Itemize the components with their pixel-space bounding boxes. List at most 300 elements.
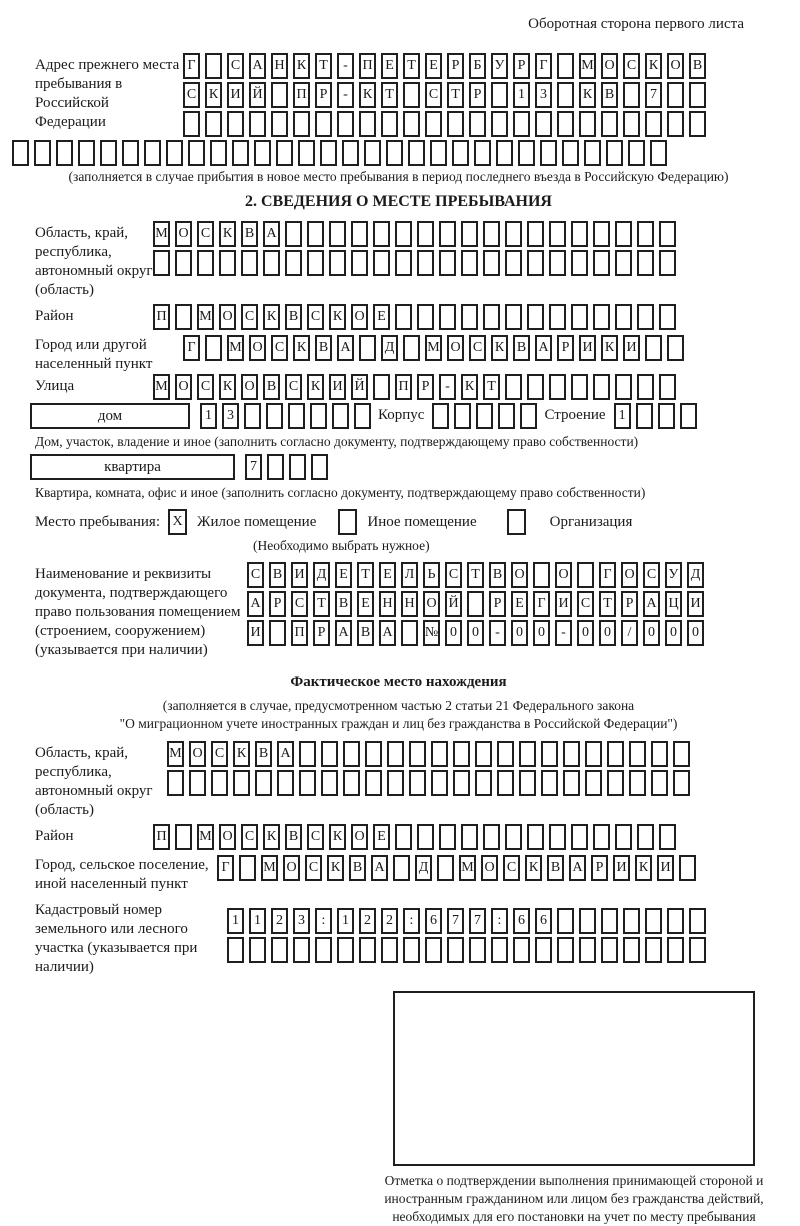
char-cell[interactable]	[381, 937, 398, 963]
char-cell[interactable]	[475, 770, 492, 796]
char-cell[interactable]	[307, 221, 324, 247]
char-cell[interactable]	[298, 140, 315, 166]
char-cell[interactable]	[579, 908, 596, 934]
char-cell[interactable]: -	[337, 82, 354, 108]
char-cell[interactable]	[321, 741, 338, 767]
char-cell[interactable]: Т	[315, 53, 332, 79]
char-cell[interactable]: О	[351, 824, 368, 850]
char-cell[interactable]	[667, 937, 684, 963]
char-cell[interactable]: А	[371, 855, 388, 881]
char-cell[interactable]: К	[579, 82, 596, 108]
char-cell[interactable]	[175, 304, 192, 330]
char-cell[interactable]	[549, 304, 566, 330]
char-cell[interactable]: 6	[425, 908, 442, 934]
char-cell[interactable]	[491, 82, 508, 108]
char-cell[interactable]: :	[403, 908, 420, 934]
char-cell[interactable]: Й	[249, 82, 266, 108]
char-cell[interactable]	[437, 855, 454, 881]
char-cell[interactable]	[373, 250, 390, 276]
char-cell[interactable]	[497, 770, 514, 796]
char-cell[interactable]: О	[423, 591, 440, 617]
char-cell[interactable]: М	[459, 855, 476, 881]
char-cell[interactable]: Е	[381, 53, 398, 79]
char-cell[interactable]	[505, 824, 522, 850]
char-cell[interactable]	[601, 111, 618, 137]
char-cell[interactable]	[453, 741, 470, 767]
char-cell[interactable]: 0	[687, 620, 704, 646]
char-cell[interactable]	[144, 140, 161, 166]
char-cell[interactable]: П	[153, 304, 170, 330]
char-cell[interactable]: С	[247, 562, 264, 588]
char-cell[interactable]	[549, 221, 566, 247]
house-type-box[interactable]: дом	[30, 403, 190, 429]
char-cell[interactable]: К	[491, 335, 508, 361]
char-cell[interactable]	[447, 111, 464, 137]
char-cell[interactable]: О	[283, 855, 300, 881]
char-cell[interactable]: Д	[415, 855, 432, 881]
char-cell[interactable]	[210, 140, 227, 166]
char-cell[interactable]	[577, 562, 594, 588]
char-cell[interactable]: О	[447, 335, 464, 361]
char-cell[interactable]	[78, 140, 95, 166]
char-cell[interactable]	[659, 824, 676, 850]
char-cell[interactable]	[395, 824, 412, 850]
char-cell[interactable]	[659, 304, 676, 330]
char-cell[interactable]: М	[153, 374, 170, 400]
char-cell[interactable]: К	[307, 374, 324, 400]
char-cell[interactable]	[373, 221, 390, 247]
char-cell[interactable]: М	[579, 53, 596, 79]
char-cell[interactable]: Т	[483, 374, 500, 400]
char-cell[interactable]	[227, 111, 244, 137]
char-cell[interactable]: Т	[313, 591, 330, 617]
char-cell[interactable]: 0	[577, 620, 594, 646]
char-cell[interactable]: В	[513, 335, 530, 361]
char-cell[interactable]	[219, 250, 236, 276]
char-cell[interactable]: С	[285, 374, 302, 400]
char-cell[interactable]	[153, 250, 170, 276]
char-cell[interactable]	[667, 908, 684, 934]
char-cell[interactable]: 1	[249, 908, 266, 934]
char-cell[interactable]: У	[491, 53, 508, 79]
char-cell[interactable]	[277, 770, 294, 796]
char-cell[interactable]	[351, 221, 368, 247]
char-cell[interactable]: Д	[313, 562, 330, 588]
char-cell[interactable]	[266, 403, 283, 429]
char-cell[interactable]	[540, 140, 557, 166]
char-cell[interactable]	[497, 741, 514, 767]
char-cell[interactable]: Е	[379, 562, 396, 588]
char-cell[interactable]	[211, 770, 228, 796]
char-cell[interactable]	[271, 111, 288, 137]
char-cell[interactable]: О	[219, 304, 236, 330]
char-cell[interactable]	[359, 937, 376, 963]
char-cell[interactable]	[409, 741, 426, 767]
char-cell[interactable]	[430, 140, 447, 166]
char-cell[interactable]: 0	[467, 620, 484, 646]
char-cell[interactable]: И	[623, 335, 640, 361]
char-cell[interactable]: Р	[489, 591, 506, 617]
char-cell[interactable]: И	[579, 335, 596, 361]
char-cell[interactable]	[505, 250, 522, 276]
char-cell[interactable]: Т	[447, 82, 464, 108]
char-cell[interactable]	[483, 824, 500, 850]
char-cell[interactable]: К	[525, 855, 542, 881]
char-cell[interactable]	[520, 403, 537, 429]
char-cell[interactable]	[607, 741, 624, 767]
char-cell[interactable]: А	[643, 591, 660, 617]
char-cell[interactable]	[315, 111, 332, 137]
char-cell[interactable]: 3	[222, 403, 239, 429]
char-cell[interactable]: О	[175, 221, 192, 247]
char-cell[interactable]	[579, 111, 596, 137]
char-cell[interactable]	[562, 140, 579, 166]
char-cell[interactable]: Ц	[665, 591, 682, 617]
char-cell[interactable]	[527, 304, 544, 330]
char-cell[interactable]	[519, 741, 536, 767]
char-cell[interactable]: Р	[557, 335, 574, 361]
char-cell[interactable]	[667, 111, 684, 137]
char-cell[interactable]: М	[197, 304, 214, 330]
char-cell[interactable]	[332, 403, 349, 429]
char-cell[interactable]	[239, 855, 256, 881]
char-cell[interactable]: 0	[665, 620, 682, 646]
char-cell[interactable]	[395, 304, 412, 330]
char-cell[interactable]: Е	[335, 562, 352, 588]
char-cell[interactable]	[637, 304, 654, 330]
char-cell[interactable]: П	[291, 620, 308, 646]
char-cell[interactable]: В	[285, 824, 302, 850]
char-cell[interactable]: Г	[183, 335, 200, 361]
char-cell[interactable]	[673, 741, 690, 767]
char-cell[interactable]: В	[357, 620, 374, 646]
char-cell[interactable]	[689, 111, 706, 137]
char-cell[interactable]	[475, 741, 492, 767]
char-cell[interactable]	[233, 770, 250, 796]
char-cell[interactable]: И	[555, 591, 572, 617]
stamp-box[interactable]	[393, 991, 755, 1166]
char-cell[interactable]: 6	[535, 908, 552, 934]
char-cell[interactable]: М	[197, 824, 214, 850]
char-cell[interactable]: Т	[403, 53, 420, 79]
char-cell[interactable]: 1	[614, 403, 631, 429]
char-cell[interactable]	[659, 221, 676, 247]
char-cell[interactable]: К	[601, 335, 618, 361]
char-cell[interactable]	[454, 403, 471, 429]
char-cell[interactable]: О	[511, 562, 528, 588]
char-cell[interactable]: Р	[469, 82, 486, 108]
char-cell[interactable]	[658, 403, 675, 429]
char-cell[interactable]: 1	[200, 403, 217, 429]
char-cell[interactable]	[255, 770, 272, 796]
char-cell[interactable]: С	[469, 335, 486, 361]
char-cell[interactable]: О	[601, 53, 618, 79]
char-cell[interactable]	[601, 937, 618, 963]
char-cell[interactable]: О	[249, 335, 266, 361]
char-cell[interactable]	[403, 335, 420, 361]
char-cell[interactable]	[461, 304, 478, 330]
char-cell[interactable]: Р	[447, 53, 464, 79]
char-cell[interactable]	[310, 403, 327, 429]
char-cell[interactable]: К	[293, 53, 310, 79]
char-cell[interactable]	[197, 250, 214, 276]
char-cell[interactable]	[386, 140, 403, 166]
char-cell[interactable]: И	[291, 562, 308, 588]
char-cell[interactable]	[527, 221, 544, 247]
char-cell[interactable]	[299, 770, 316, 796]
char-cell[interactable]	[387, 741, 404, 767]
char-cell[interactable]	[431, 741, 448, 767]
char-cell[interactable]	[276, 140, 293, 166]
char-cell[interactable]: И	[657, 855, 674, 881]
char-cell[interactable]	[518, 140, 535, 166]
char-cell[interactable]: 7	[447, 908, 464, 934]
char-cell[interactable]	[269, 620, 286, 646]
char-cell[interactable]	[439, 824, 456, 850]
char-cell[interactable]	[519, 770, 536, 796]
char-cell[interactable]	[579, 937, 596, 963]
char-cell[interactable]	[650, 140, 667, 166]
char-cell[interactable]: С	[445, 562, 462, 588]
char-cell[interactable]: К	[263, 304, 280, 330]
char-cell[interactable]: В	[547, 855, 564, 881]
char-cell[interactable]: 3	[293, 908, 310, 934]
char-cell[interactable]	[571, 824, 588, 850]
char-cell[interactable]: К	[329, 304, 346, 330]
char-cell[interactable]	[623, 82, 640, 108]
char-cell[interactable]: 0	[511, 620, 528, 646]
char-cell[interactable]: С	[623, 53, 640, 79]
char-cell[interactable]	[628, 140, 645, 166]
char-cell[interactable]: Р	[513, 53, 530, 79]
char-cell[interactable]	[425, 937, 442, 963]
char-cell[interactable]	[401, 620, 418, 646]
char-cell[interactable]	[584, 140, 601, 166]
char-cell[interactable]: М	[167, 741, 184, 767]
char-cell[interactable]	[288, 403, 305, 429]
char-cell[interactable]	[469, 937, 486, 963]
char-cell[interactable]: С	[307, 824, 324, 850]
char-cell[interactable]: 1	[337, 908, 354, 934]
char-cell[interactable]	[659, 250, 676, 276]
char-cell[interactable]	[629, 741, 646, 767]
char-cell[interactable]	[623, 908, 640, 934]
char-cell[interactable]: К	[219, 221, 236, 247]
char-cell[interactable]: Е	[425, 53, 442, 79]
char-cell[interactable]: К	[359, 82, 376, 108]
char-cell[interactable]	[467, 591, 484, 617]
char-cell[interactable]	[289, 454, 306, 480]
char-cell[interactable]	[615, 374, 632, 400]
char-cell[interactable]	[395, 221, 412, 247]
char-cell[interactable]	[241, 250, 258, 276]
char-cell[interactable]	[364, 140, 381, 166]
char-cell[interactable]	[461, 250, 478, 276]
char-cell[interactable]: Н	[379, 591, 396, 617]
char-cell[interactable]	[541, 741, 558, 767]
char-cell[interactable]: В	[349, 855, 366, 881]
char-cell[interactable]: И	[613, 855, 630, 881]
char-cell[interactable]	[183, 111, 200, 137]
char-cell[interactable]: 7	[245, 454, 262, 480]
char-cell[interactable]: Й	[445, 591, 462, 617]
char-cell[interactable]	[491, 937, 508, 963]
char-cell[interactable]	[249, 937, 266, 963]
char-cell[interactable]	[557, 82, 574, 108]
char-cell[interactable]: 0	[599, 620, 616, 646]
char-cell[interactable]: В	[315, 335, 332, 361]
char-cell[interactable]: К	[329, 824, 346, 850]
char-cell[interactable]	[122, 140, 139, 166]
char-cell[interactable]: К	[635, 855, 652, 881]
char-cell[interactable]: 0	[643, 620, 660, 646]
char-cell[interactable]	[311, 454, 328, 480]
char-cell[interactable]: 6	[513, 908, 530, 934]
char-cell[interactable]: Н	[401, 591, 418, 617]
char-cell[interactable]: А	[263, 221, 280, 247]
char-cell[interactable]	[659, 374, 676, 400]
char-cell[interactable]: У	[665, 562, 682, 588]
char-cell[interactable]	[527, 374, 544, 400]
char-cell[interactable]: В	[241, 221, 258, 247]
char-cell[interactable]: П	[153, 824, 170, 850]
char-cell[interactable]: 2	[271, 908, 288, 934]
char-cell[interactable]: Т	[599, 591, 616, 617]
char-cell[interactable]	[34, 140, 51, 166]
char-cell[interactable]: 7	[469, 908, 486, 934]
char-cell[interactable]: :	[315, 908, 332, 934]
char-cell[interactable]	[637, 221, 654, 247]
char-cell[interactable]	[491, 111, 508, 137]
char-cell[interactable]	[315, 937, 332, 963]
char-cell[interactable]	[593, 250, 610, 276]
char-cell[interactable]	[432, 403, 449, 429]
char-cell[interactable]: С	[197, 374, 214, 400]
char-cell[interactable]: С	[241, 824, 258, 850]
char-cell[interactable]	[100, 140, 117, 166]
char-cell[interactable]	[293, 111, 310, 137]
char-cell[interactable]: В	[689, 53, 706, 79]
char-cell[interactable]	[351, 250, 368, 276]
char-cell[interactable]	[689, 82, 706, 108]
char-cell[interactable]	[549, 824, 566, 850]
char-cell[interactable]	[505, 304, 522, 330]
char-cell[interactable]: 0	[533, 620, 550, 646]
char-cell[interactable]	[496, 140, 513, 166]
char-cell[interactable]: А	[379, 620, 396, 646]
char-cell[interactable]	[689, 908, 706, 934]
char-cell[interactable]: А	[277, 741, 294, 767]
char-cell[interactable]	[285, 250, 302, 276]
char-cell[interactable]: Р	[313, 620, 330, 646]
char-cell[interactable]	[409, 770, 426, 796]
char-cell[interactable]	[563, 770, 580, 796]
char-cell[interactable]	[439, 221, 456, 247]
char-cell[interactable]: С	[271, 335, 288, 361]
char-cell[interactable]	[629, 770, 646, 796]
char-cell[interactable]	[636, 403, 653, 429]
char-cell[interactable]: 7	[645, 82, 662, 108]
char-cell[interactable]: В	[255, 741, 272, 767]
char-cell[interactable]: 2	[381, 908, 398, 934]
char-cell[interactable]	[606, 140, 623, 166]
char-cell[interactable]: 0	[445, 620, 462, 646]
char-cell[interactable]: О	[241, 374, 258, 400]
char-cell[interactable]	[474, 140, 491, 166]
char-cell[interactable]	[673, 770, 690, 796]
char-cell[interactable]	[585, 770, 602, 796]
char-cell[interactable]	[359, 335, 376, 361]
char-cell[interactable]: Т	[381, 82, 398, 108]
char-cell[interactable]: Д	[381, 335, 398, 361]
char-cell[interactable]	[557, 908, 574, 934]
char-cell[interactable]: Р	[591, 855, 608, 881]
char-cell[interactable]	[337, 111, 354, 137]
char-cell[interactable]	[623, 111, 640, 137]
char-cell[interactable]: И	[247, 620, 264, 646]
char-cell[interactable]: А	[335, 620, 352, 646]
char-cell[interactable]	[557, 111, 574, 137]
char-cell[interactable]	[679, 855, 696, 881]
char-cell[interactable]: М	[153, 221, 170, 247]
char-cell[interactable]	[329, 250, 346, 276]
char-cell[interactable]	[271, 937, 288, 963]
char-cell[interactable]	[461, 221, 478, 247]
char-cell[interactable]: А	[535, 335, 552, 361]
char-cell[interactable]: М	[261, 855, 278, 881]
char-cell[interactable]: Р	[269, 591, 286, 617]
char-cell[interactable]	[593, 374, 610, 400]
char-cell[interactable]	[498, 403, 515, 429]
char-cell[interactable]: О	[175, 374, 192, 400]
char-cell[interactable]: И	[227, 82, 244, 108]
char-cell[interactable]: Д	[687, 562, 704, 588]
char-cell[interactable]	[549, 374, 566, 400]
char-cell[interactable]	[637, 824, 654, 850]
char-cell[interactable]	[483, 250, 500, 276]
char-cell[interactable]: О	[351, 304, 368, 330]
char-cell[interactable]	[175, 824, 192, 850]
char-cell[interactable]: Е	[357, 591, 374, 617]
char-cell[interactable]: П	[293, 82, 310, 108]
char-cell[interactable]	[557, 937, 574, 963]
char-cell[interactable]	[571, 304, 588, 330]
char-cell[interactable]	[637, 374, 654, 400]
char-cell[interactable]: О	[667, 53, 684, 79]
char-cell[interactable]: С	[503, 855, 520, 881]
char-cell[interactable]	[527, 250, 544, 276]
char-cell[interactable]	[469, 111, 486, 137]
char-cell[interactable]	[365, 770, 382, 796]
char-cell[interactable]	[461, 824, 478, 850]
char-cell[interactable]: -	[337, 53, 354, 79]
char-cell[interactable]: Р	[621, 591, 638, 617]
char-cell[interactable]	[513, 111, 530, 137]
char-cell[interactable]: Г	[599, 562, 616, 588]
char-cell[interactable]: И	[329, 374, 346, 400]
char-cell[interactable]	[205, 53, 222, 79]
char-cell[interactable]	[615, 304, 632, 330]
char-cell[interactable]	[645, 111, 662, 137]
char-cell[interactable]: Р	[417, 374, 434, 400]
char-cell[interactable]: 1	[513, 82, 530, 108]
char-cell[interactable]	[607, 770, 624, 796]
char-cell[interactable]: В	[285, 304, 302, 330]
char-cell[interactable]	[439, 250, 456, 276]
char-cell[interactable]: Г	[533, 591, 550, 617]
char-cell[interactable]	[167, 770, 184, 796]
char-cell[interactable]: С	[425, 82, 442, 108]
